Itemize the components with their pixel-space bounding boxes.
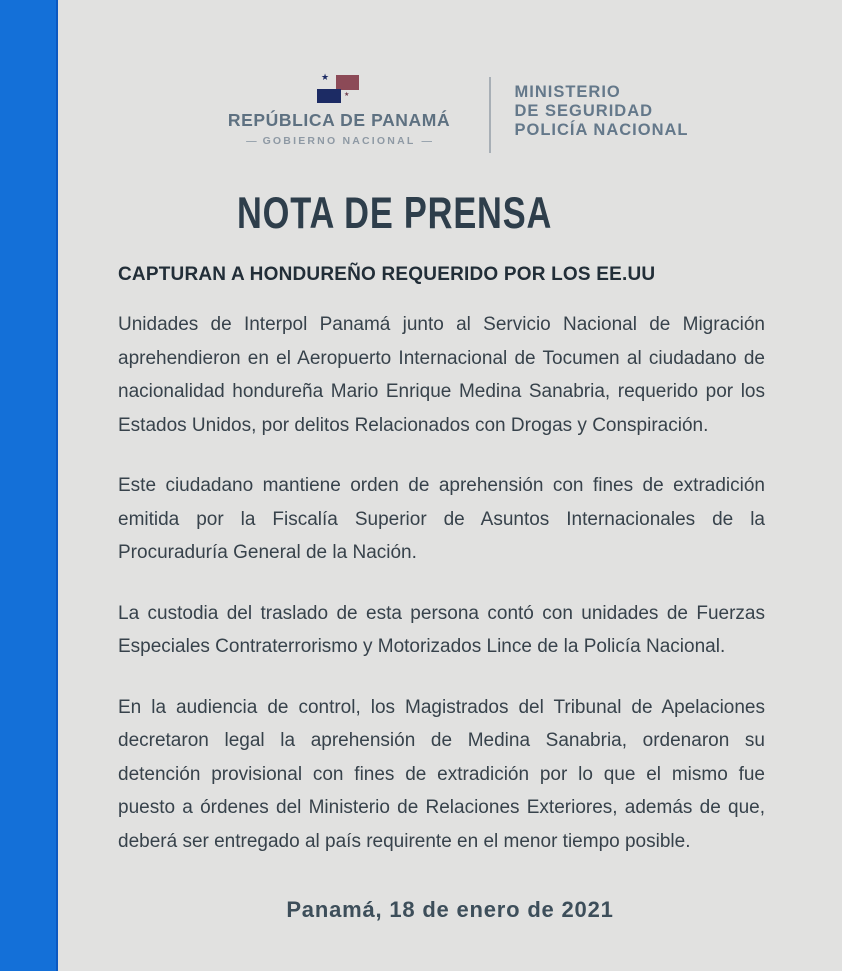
flag-red-quarter xyxy=(336,75,359,90)
header-divider xyxy=(489,77,491,153)
ministry-block xyxy=(515,75,689,140)
government-logo-block xyxy=(212,72,467,147)
press-headline: CAPTURAN A HONDUREÑO REQUERIDO POR LOS EE.UU xyxy=(118,264,656,285)
press-body xyxy=(118,308,765,885)
government-label: GOBIERNO NACIONAL xyxy=(262,135,416,147)
government-subtitle xyxy=(212,135,467,147)
ministry-line-2: DE SEGURIDAD xyxy=(514,102,654,120)
date-line: Panamá, 18 de enero de 2021 xyxy=(286,897,614,922)
flag-blue-star-icon: ★ xyxy=(321,72,330,82)
left-accent-strip xyxy=(0,0,58,971)
page-title: NOTA DE PRENSA xyxy=(237,189,553,239)
panama-flag-icon xyxy=(317,72,361,105)
paragraph-3: La custodia del traslado de esta persona contó con unidades de Fuerzas Especiales Contraterrorismo y Motorizados Lince de la Policía Nacional. xyxy=(118,602,765,657)
dash-left: — xyxy=(246,135,257,147)
paragraph-4: En la audiencia de control, los Magistrados del Tribunal de Apelaciones decretaron legal la aprehensión de Medina Sanabria, ordenaron su detención provisional con fines de extradición por lo que el mismo fue puesto a órdenes del Ministerio de Relaciones Exteriores, además de que, deberá ser entregado al país requirente en el menor tiempo posible. xyxy=(118,696,765,852)
paragraph-1: Unidades de Interpol Panamá junto al Servicio Nacional de Migración aprehendieron en el Aeropuerto Internacional de Tocumen al ciudadano de nacionalidad hondureña Mario Enrique Medina Sanabria, requerido por los Estados Unidos, por delitos Relacionados con Drogas y Conspiración. xyxy=(118,314,765,436)
republic-title: REPÚBLICA DE PANAMÁ xyxy=(227,110,451,130)
ministry-line-3: POLICÍA NACIONAL xyxy=(514,121,689,139)
header xyxy=(58,72,842,153)
ministry-line-1: MINISTERIO xyxy=(514,83,621,101)
dash-right: — xyxy=(421,135,432,147)
page-content xyxy=(58,0,842,971)
flag-red-star-icon: ★ xyxy=(344,92,350,98)
flag-blue-quarter xyxy=(317,89,341,103)
paragraph-2: Este ciudadano mantiene orden de aprehensión con fines de extradición emitida por la Fiscalía Superior de Asuntos Internacionales de la Procuraduría General de la Nación. xyxy=(118,475,765,563)
